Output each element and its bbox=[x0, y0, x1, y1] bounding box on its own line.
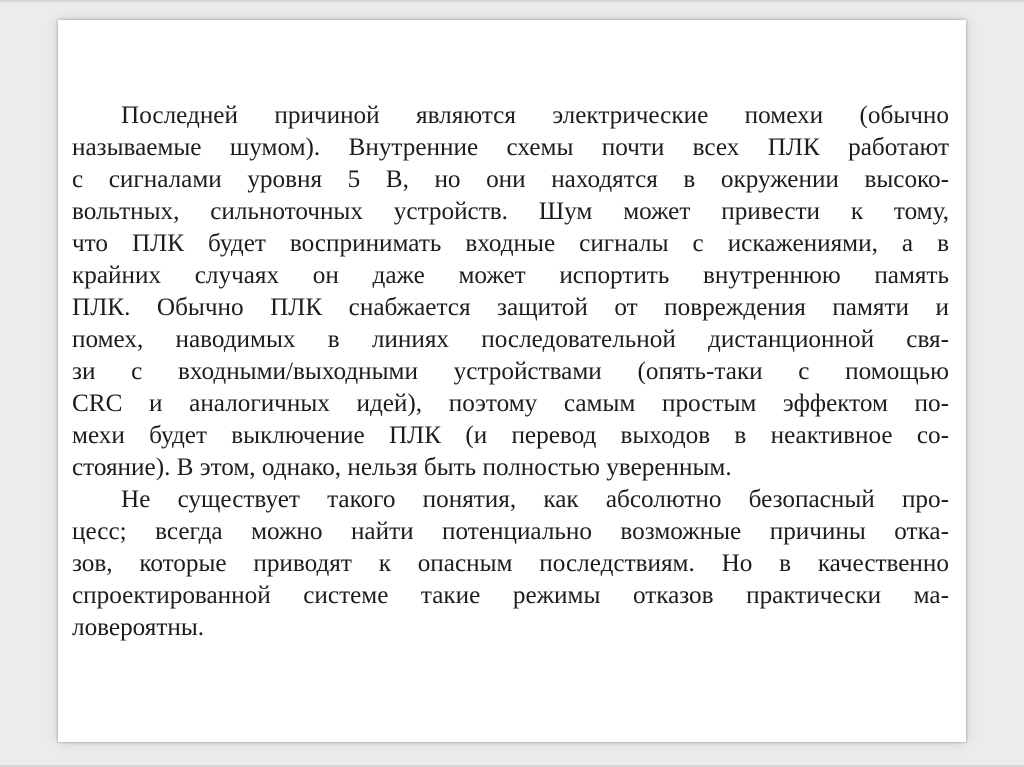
text-line: стояние). В этом, однако, нельзя быть полностью уверенным. bbox=[72, 454, 732, 481]
text-line: ловероятны. bbox=[72, 614, 205, 641]
slide-top-edge bbox=[0, 0, 1024, 2]
document-page bbox=[58, 20, 966, 742]
text-line: мехи будет выключение ПЛК (и перевод выходов в неактивное со- bbox=[72, 422, 949, 449]
body-text bbox=[72, 100, 949, 644]
text-line: спроектированной системе такие режимы отказов практически ма- bbox=[72, 582, 949, 609]
text-line: зов, которые приводят к опасным последствиям. Но в качественно bbox=[72, 550, 949, 577]
text-line: вольтных, сильноточных устройств. Шум может привести к тому, bbox=[72, 198, 949, 225]
text-line: помех, наводимых в линиях последовательной дистанционной свя- bbox=[72, 326, 949, 353]
text-line: цесс; всегда можно найти потенциально возможные причины отка- bbox=[72, 518, 949, 545]
text-line: крайних случаях он даже может испортить внутреннюю память bbox=[72, 262, 949, 289]
text-line: ПЛК. Обычно ПЛК снабжается защитой от повреждения памяти и bbox=[72, 294, 949, 321]
text-line: CRC и аналогичных идей), поэтому самым простым эффектом по- bbox=[72, 390, 949, 417]
text-line: что ПЛК будет воспринимать входные сигналы с искажениями, а в bbox=[72, 230, 949, 257]
text-line: называемые шумом). Внутренние схемы почти всех ПЛК работают bbox=[72, 134, 949, 161]
text-line: зи с входными/выходными устройствами (опять-таки с помощью bbox=[72, 358, 949, 385]
paragraph-electrical-noise bbox=[72, 100, 949, 484]
text-line: Не существует такого понятия, как абсолютно безопасный про- bbox=[121, 486, 949, 513]
text-line: Последней причиной являются электрические помехи (обычно bbox=[121, 102, 949, 129]
paragraph-safe-process bbox=[72, 484, 949, 644]
text-line: с сигналами уровня 5 В, но они находятся в окружении высоко- bbox=[72, 166, 949, 193]
